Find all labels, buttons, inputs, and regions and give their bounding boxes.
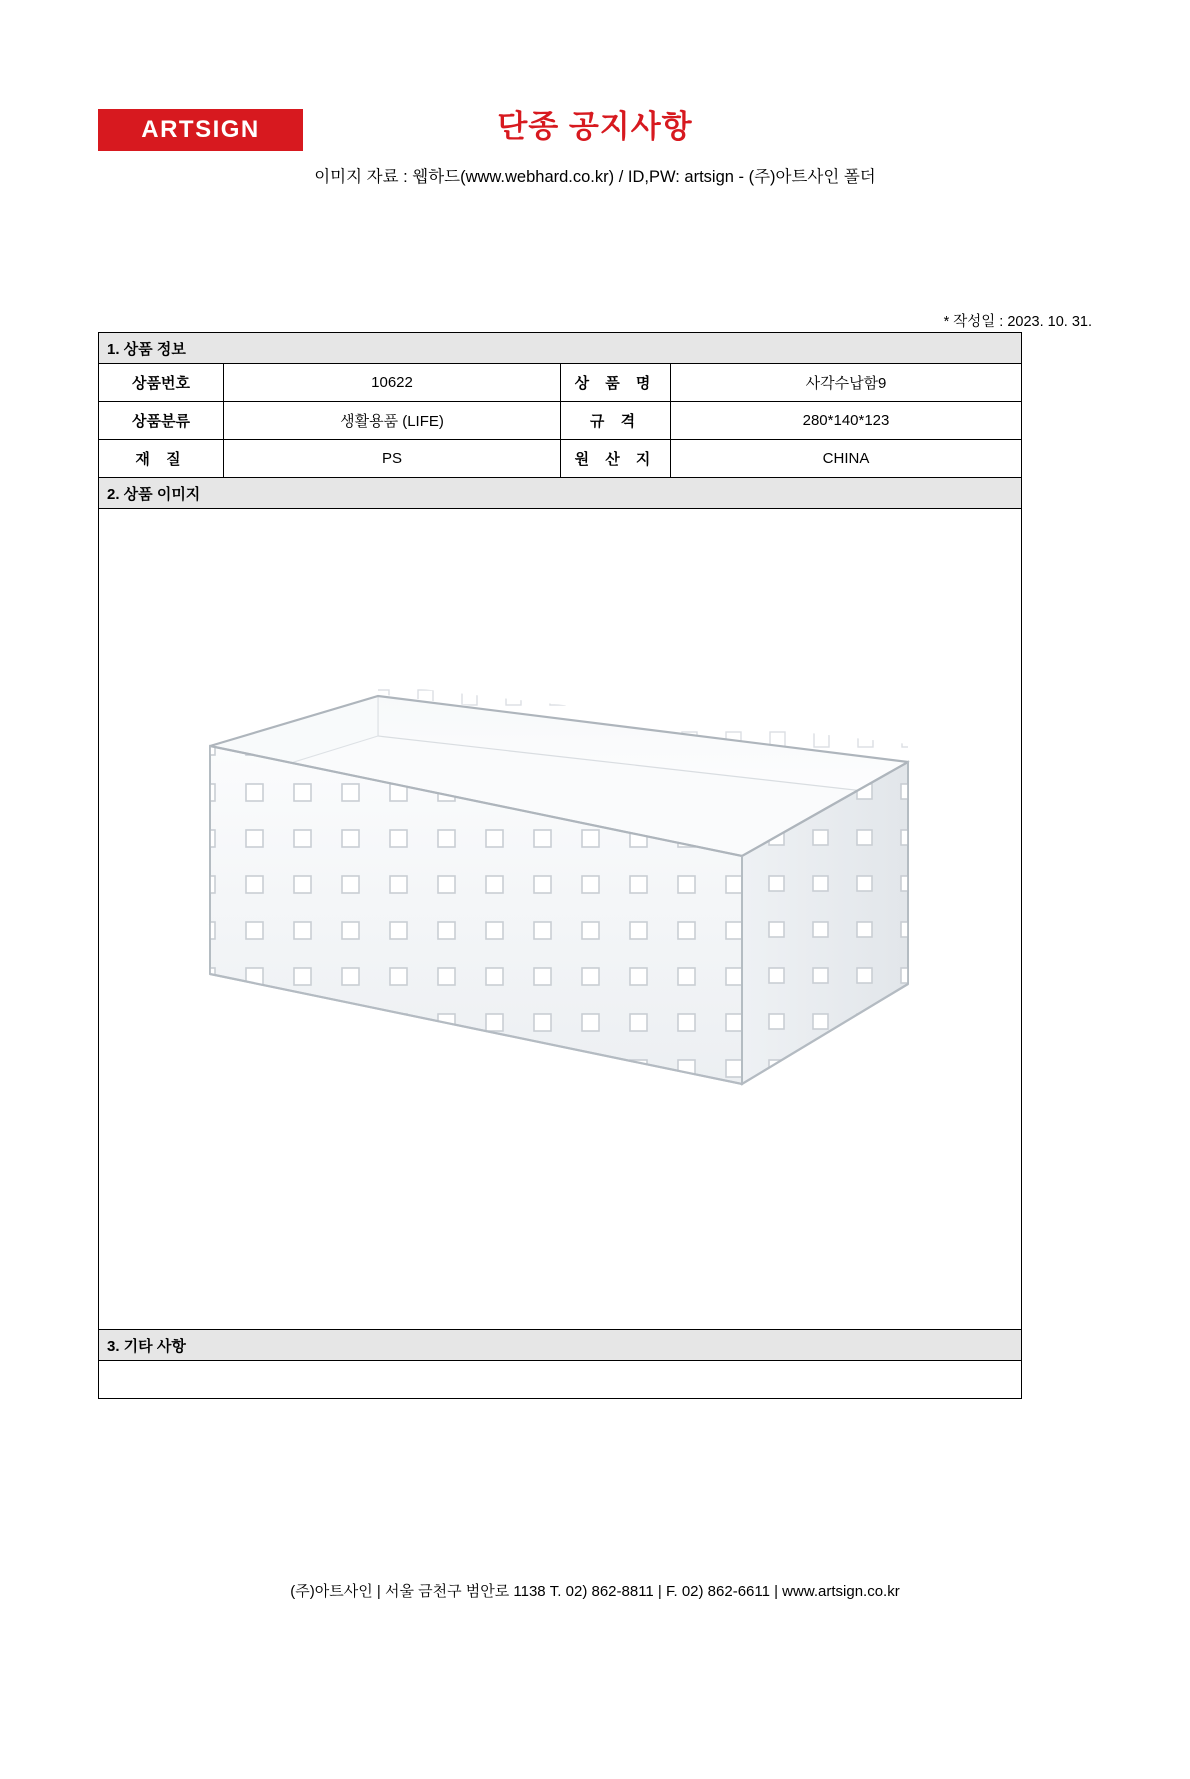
label-spec: 규 격 [561,402,671,440]
product-image-cell [99,509,1022,1330]
value-product-name: 사각수납함9 [671,364,1022,402]
product-info-table [98,332,1022,1399]
label-product-name: 상 품 명 [561,364,671,402]
value-product-no: 10622 [224,364,561,402]
storage-box-image [190,684,930,1154]
table-row [99,440,1022,478]
document-header [0,95,1190,215]
table-row [99,1330,1022,1361]
page-title: 단종 공지사항 [497,109,693,144]
label-origin: 원 산 지 [561,440,671,478]
value-spec: 280*140*123 [671,402,1022,440]
section-heading-product-image: 2. 상품 이미지 [99,478,1022,509]
table-row [99,333,1022,364]
document-footer: (주)아트사인 | 서울 금천구 범안로 1138 T. 02) 862-8811 | F. 02) 862-6611 | www.artsign.co.kr [290,1583,900,1600]
value-category: 생활용품 (LIFE) [224,402,561,440]
value-material: PS [224,440,561,478]
logo-text: ARTSIGN [141,116,260,143]
table-row [99,478,1022,509]
source-subtitle: 이미지 자료 : 웹하드(www.webhard.co.kr) / ID,PW: artsign - (주)아트사인 폴더 [314,168,876,186]
table-row [99,509,1022,1330]
product-illustration [99,509,1021,1329]
etc-content-cell [99,1361,1022,1399]
table-row [99,402,1022,440]
label-material: 재 질 [99,440,224,478]
table-row [99,364,1022,402]
document-page [0,95,1190,1779]
section-heading-product-info: 1. 상품 정보 [99,333,1022,364]
creation-date: * 작성일 : 2023. 10. 31. [943,314,1092,330]
value-origin: CHINA [671,440,1022,478]
section-heading-etc: 3. 기타 사항 [99,1330,1022,1361]
table-row [99,1361,1022,1399]
label-product-no: 상품번호 [99,364,224,402]
label-category: 상품분류 [99,402,224,440]
